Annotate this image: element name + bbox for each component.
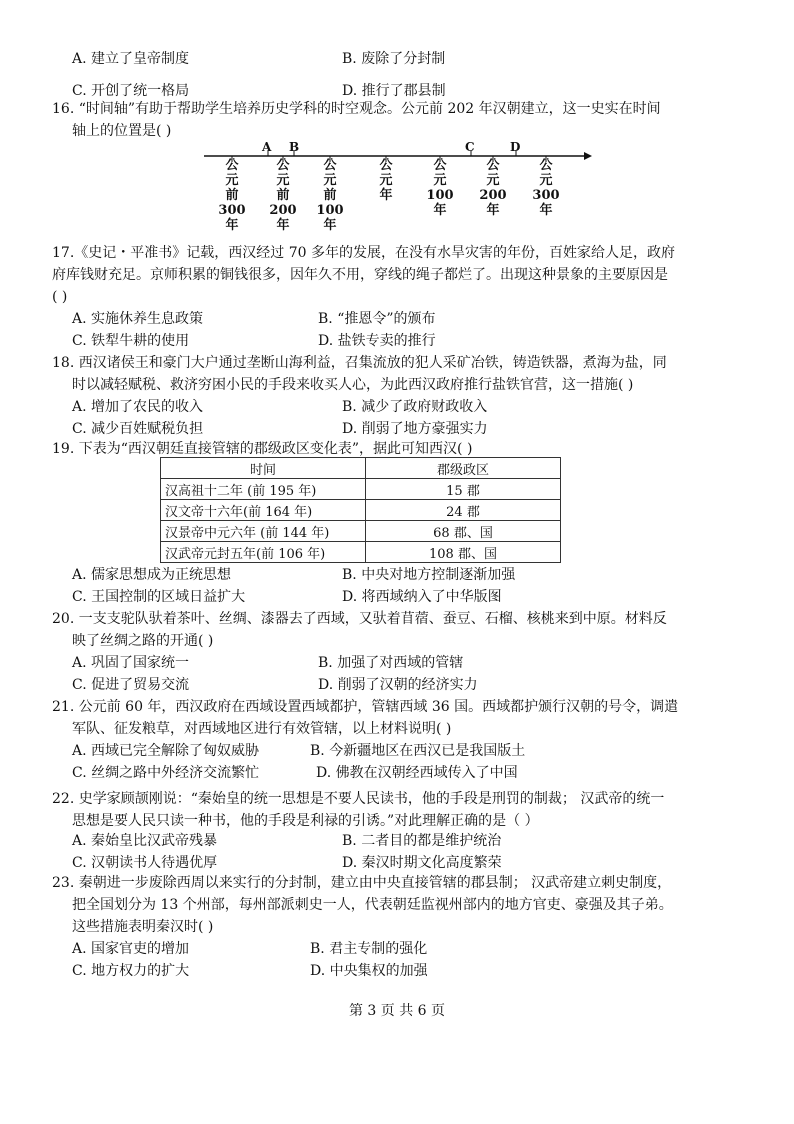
tick-char: 100 — [426, 188, 454, 203]
q20-stem-line2: 映了丝绸之路的开通( ) — [72, 633, 214, 649]
q20-options — [72, 652, 732, 696]
q16-stem-line2: 轴上的位置是( ) — [72, 123, 172, 139]
q21-option-b[interactable]: B. 今新疆地区在西汉已是我国版土 — [310, 743, 526, 759]
tick-label-bc100 — [315, 158, 345, 233]
tick-char: 200 — [269, 203, 297, 218]
question-18 — [52, 352, 744, 396]
tick-char: 前 — [276, 188, 290, 203]
table-header-row — [161, 458, 561, 479]
tick-char: 元 — [276, 173, 290, 188]
q20-option-c[interactable]: C. 促进了贸易交流 — [72, 677, 190, 693]
q21-stem-line1: 21. 公元前 60 年，西汉政府在西域设置西域都护，管辖西域 36 国。西域都护颁行汉朝的号令，调遣 — [52, 699, 679, 715]
q22-option-a[interactable]: A. 秦始皇比汉武帝残暴 — [72, 833, 218, 849]
q17-option-c[interactable]: C. 铁犁牛耕的使用 — [72, 333, 190, 349]
timeline-marker-c[interactable]: C — [465, 140, 475, 154]
tick-char: 年 — [379, 188, 393, 203]
q23-option-d[interactable]: D. 中央集权的加强 — [310, 963, 428, 979]
q23-option-a[interactable]: A. 国家官吏的增加 — [72, 941, 190, 957]
table-row — [161, 500, 561, 521]
q20-option-d[interactable]: D. 削弱了汉朝的经济实力 — [318, 677, 478, 693]
q19-option-c[interactable]: C. 王国控制的区域日益扩大 — [72, 589, 246, 605]
q16-stem-line1: 16. “时间轴”有助于帮助学生培养历史学科的时空观念。公元前 202 年汉朝建立，这一史实在时间 — [52, 101, 661, 117]
table-cell-time: 汉文帝十六年(前 164 年) — [161, 500, 366, 521]
q18-option-d[interactable]: D. 削弱了地方豪强实力 — [342, 421, 488, 437]
q23-stem-line2: 把全国划分为 13 个州部，每州部派刺史一人，代表朝廷监视州部内的地方官吏、豪强及其子弟。 — [72, 897, 673, 913]
timeline-marker-b[interactable]: B — [289, 140, 300, 154]
tick-char: 元 — [539, 173, 553, 188]
page-number: 第 3 页 共 6 页 — [348, 1003, 446, 1019]
q20-option-b[interactable]: B. 加强了对西域的管辖 — [318, 655, 464, 671]
q19-options — [72, 564, 732, 608]
question-16 — [52, 98, 744, 142]
q22-stem-line1: 22. 史学家顾颉刚说：“秦始皇的统一思想是不要人民读书，他的手段是刑罚的制裁； 汉武帝的统一 — [52, 791, 665, 807]
q20-stem-line1: 20. 一支支驼队驮着茶叶、丝绸、漆器去了西域，又驮着苜蓿、蚕豆、石榴、核桃来到中原。材料反 — [52, 611, 667, 627]
q22-option-c[interactable]: C. 汉朝读书人待遇优厚 — [72, 855, 218, 871]
question-22 — [52, 788, 744, 832]
q15-option-d[interactable]: D. 推行了郡县制 — [342, 83, 446, 99]
q18-options — [72, 396, 732, 440]
tick-char: 年 — [225, 218, 239, 233]
tick-label-ad200 — [478, 158, 508, 218]
question-20 — [52, 608, 744, 652]
q17-stem-line2: 府库钱财充足。京师积累的铜钱很多，因年久不用，穿线的绳子都烂了。出现这种景象的主要原因是 — [52, 267, 668, 283]
q17-stem-line3: ( ) — [52, 289, 68, 305]
table-row — [161, 542, 561, 563]
table-cell-region: 24 郡 — [366, 500, 561, 521]
q17-options — [72, 308, 732, 352]
tick-char: 年 — [323, 218, 337, 233]
timeline-arrow-icon — [584, 152, 592, 160]
q22-option-d[interactable]: D. 秦汉时期文化高度繁荣 — [342, 855, 502, 871]
q23-option-c[interactable]: C. 地方权力的扩大 — [72, 963, 190, 979]
q22-stem-line2: 思想是要人民只读一种书，他的手段是利禄的引诱。”对此理解正确的是（ ） — [72, 813, 539, 829]
table-cell-region: 68 郡、国 — [366, 521, 561, 542]
tick-char: 公 — [225, 158, 239, 173]
table-cell-time: 汉景帝中元六年 (前 144 年) — [161, 521, 366, 542]
tick-char: 公 — [276, 158, 290, 173]
question-17 — [52, 242, 744, 308]
q23-options — [72, 938, 732, 982]
tick-char: 年 — [486, 203, 500, 218]
q21-options — [72, 740, 732, 784]
tick-char: 公 — [486, 158, 500, 173]
q21-option-c[interactable]: C. 丝绸之路中外经济交流繁忙 — [72, 765, 260, 781]
tick-char: 元 — [323, 173, 337, 188]
q21-option-d[interactable]: D. 佛教在汉朝经西域传入了中国 — [316, 765, 518, 781]
tick-char: 年 — [276, 218, 290, 233]
tick-char: 前 — [323, 188, 337, 203]
q19-table — [160, 457, 561, 563]
q19-option-b[interactable]: B. 中央对地方控制逐渐加强 — [342, 567, 516, 583]
tick-char: 元 — [433, 173, 447, 188]
q23-stem-line1: 23. 秦朝进一步废除西周以来实行的分封制，建立由中央直接管辖的郡县制； 汉武帝建立刺史制度， — [52, 875, 672, 891]
q18-stem-line2: 时以减轻赋税、救济穷困小民的手段来收买人心，为此西汉政府推行盐铁官营，这一措施( ) — [72, 377, 634, 393]
tick-label-bc300 — [217, 158, 247, 233]
q23-option-b[interactable]: B. 君主专制的强化 — [310, 941, 428, 957]
tick-char: 公 — [323, 158, 337, 173]
q21-stem-line2: 军队、征发粮草，对西域地区进行有效管辖，以上材料说明( ) — [72, 721, 452, 737]
tick-char: 300 — [532, 188, 560, 203]
table-row — [161, 521, 561, 542]
tick-label-ad1 — [371, 158, 401, 203]
q23-stem-line3: 这些措施表明秦汉时( ) — [72, 919, 214, 935]
tick-label-bc200 — [268, 158, 298, 233]
table-cell-time: 汉高祖十二年 (前 195 年) — [161, 479, 366, 500]
q17-option-d[interactable]: D. 盐铁专卖的推行 — [318, 333, 436, 349]
q19-option-a[interactable]: A. 儒家思想成为正统思想 — [72, 567, 232, 583]
q20-option-a[interactable]: A. 巩固了国家统一 — [72, 655, 190, 671]
tick-char: 公 — [379, 158, 393, 173]
q19-option-d[interactable]: D. 将西域纳入了中华版图 — [342, 589, 502, 605]
q15-options — [72, 48, 732, 102]
q18-stem-line1: 18. 西汉诸侯王和豪门大户通过垄断山海利益，召集流放的犯人采矿冶铁，铸造铁器，煮海为盐，同 — [52, 355, 667, 371]
q15-option-c[interactable]: C. 开创了统一格局 — [72, 83, 190, 99]
tick-char: 公 — [433, 158, 447, 173]
table-cell-region: 15 郡 — [366, 479, 561, 500]
q18-option-b[interactable]: B. 减少了政府财政收入 — [342, 399, 488, 415]
q19-stem-line1: 19. 下表为“西汉朝廷直接管辖的郡级政区变化表”，据此可知西汉( ) — [52, 441, 473, 457]
q16-timeline — [200, 140, 600, 240]
q17-stem-line1: 17.《史记・平准书》记载，西汉经过 70 多年的发展，在没有水旱灾害的年份，百姓家给人足，政府 — [52, 245, 675, 261]
q18-option-a[interactable]: A. 增加了农民的收入 — [72, 399, 204, 415]
q17-option-b[interactable]: B. “推恩令”的颁布 — [318, 311, 436, 327]
tick-char: 年 — [433, 203, 447, 218]
question-23 — [52, 872, 744, 938]
q15-option-b[interactable]: B. 废除了分封制 — [342, 51, 446, 67]
q18-option-c[interactable]: C. 减少百姓赋税负担 — [72, 421, 204, 437]
q22-option-b[interactable]: B. 二者目的都是维护统治 — [342, 833, 502, 849]
tick-label-ad300 — [531, 158, 561, 218]
q21-option-a[interactable]: A. 西域已完全解除了匈奴威胁 — [72, 743, 260, 759]
tick-char: 年 — [539, 203, 553, 218]
tick-char: 元 — [225, 173, 239, 188]
q22-options — [72, 830, 732, 874]
question-21 — [52, 696, 744, 740]
table-header-time: 时间 — [161, 458, 366, 479]
tick-char: 前 — [225, 188, 239, 203]
table-row — [161, 479, 561, 500]
table-cell-time: 汉武帝元封五年(前 106 年) — [161, 542, 366, 563]
tick-label-ad100 — [425, 158, 455, 218]
q17-option-a[interactable]: A. 实施休养生息政策 — [72, 311, 204, 327]
tick-char: 300 — [218, 203, 246, 218]
timeline-marker-d[interactable]: D — [510, 140, 521, 154]
q15-option-a[interactable]: A. 建立了皇帝制度 — [72, 51, 190, 67]
tick-char: 公 — [539, 158, 553, 173]
tick-char: 200 — [479, 188, 507, 203]
timeline-marker-a[interactable]: A — [262, 140, 272, 154]
table-header-region: 郡级政区 — [366, 458, 561, 479]
tick-char: 元 — [486, 173, 500, 188]
tick-char: 元 — [379, 173, 393, 188]
table-cell-region: 108 郡、国 — [366, 542, 561, 563]
tick-char: 100 — [316, 203, 344, 218]
